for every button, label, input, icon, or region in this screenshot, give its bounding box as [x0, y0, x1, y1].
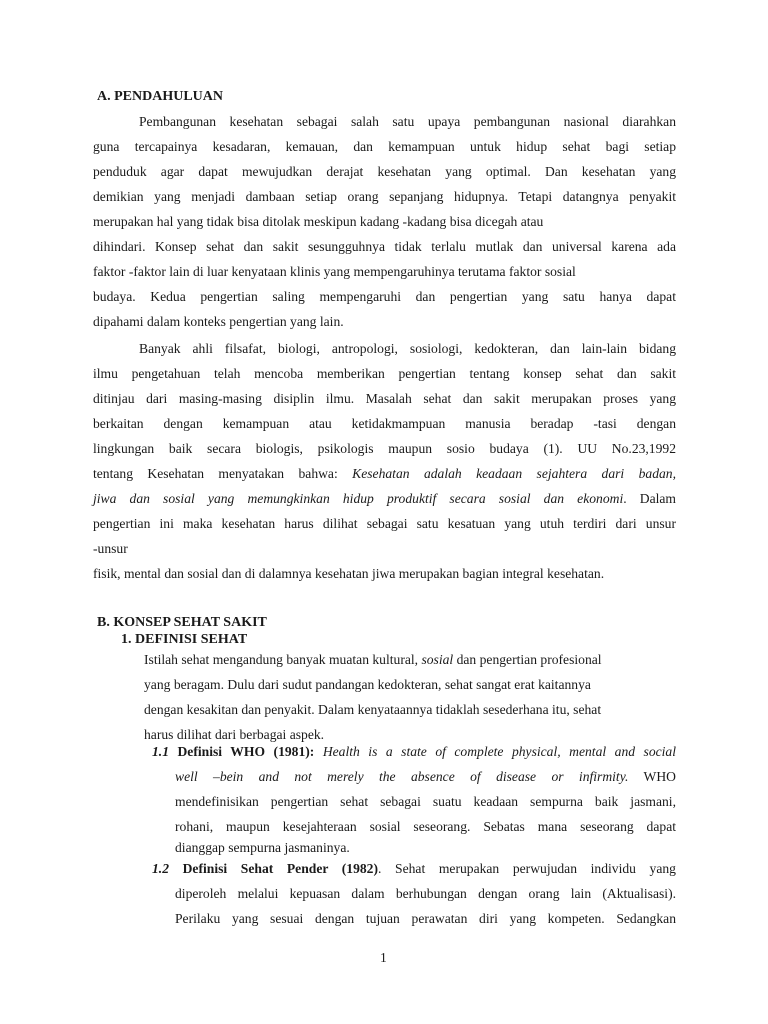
p1-line-9: dipahami dalam konteks pengertian yang lain.	[93, 314, 344, 329]
p2-line-7-text: . Dalam	[623, 491, 676, 506]
def-1-1-line-5: dianggap sempurna jasmaninya.	[175, 840, 350, 855]
intro-line-4: harus dilihat dari berbagai aspek.	[144, 727, 325, 742]
section-a-heading: A. PENDAHULUAN	[97, 89, 223, 104]
law-quote-start: Kesehatan adalah keadaan sejahtera dari badan,	[352, 466, 676, 481]
p2-line-1: Banyak ahli filsafat, biologi, antropologi, sosiologi, kedokteran, dan lain-lain bidang	[139, 341, 676, 356]
def-1-1-title: Definisi WHO (1981):	[169, 744, 323, 759]
section-b-heading: B. KONSEP SEHAT SAKIT	[97, 615, 267, 630]
p1-line-6: dihindari. Konsep sehat dan sakit sesungguhnya tidak terlalu mutlak dan universal karena ada	[93, 239, 676, 254]
intro-line-3: dengan kesakitan dan penyakit. Dalam kenyataannya tidaklah sesederhana itu, sehat	[144, 702, 602, 717]
page-number: 1	[380, 950, 387, 965]
intro-line-2: yang beragam. Dulu dari sudut pandangan kedokteran, sehat sangat erat kaitannya	[144, 677, 591, 692]
subsection-1-heading: 1. DEFINISI SEHAT	[121, 632, 248, 647]
def-1-1-line-1	[152, 743, 676, 760]
p2-line-10: fisik, mental dan sosial dan di dalamnya kesehatan jiwa merupakan bagian integral kesehatan.	[93, 566, 605, 581]
p1-line-2: guna tercapainya kesadaran, kemauan, dan kemampuan untuk hidup sehat bagi setiap	[93, 139, 676, 154]
p2-line-7	[93, 490, 676, 507]
def-1-1-number: 1.1	[152, 744, 169, 759]
p2-line-3: ditinjau dari masing-masing disiplin ilmu. Masalah sehat dan sakit merupakan proses yang	[93, 391, 676, 406]
def-1-1-quote-start: Health is a state of complete physical, mental and social	[322, 744, 676, 759]
def-1-1-line-3: mendefinisikan pengertian sehat sebagai suatu keadaan sempurna baik jasmani,	[175, 794, 676, 809]
intro-line-1b: dan pengertian profesional	[453, 652, 602, 667]
def-1-2-line-2: diperoleh melalui kepuasan dalam berhubungan dengan orang lain (Aktualisasi).	[175, 886, 676, 901]
p1-line-8: budaya. Kedua pengertian saling mempengaruhi dan pengertian yang satu hanya dapat	[93, 289, 676, 304]
def-1-1-line-2-text: WHO	[628, 769, 676, 784]
p2-line-5: lingkungan baik secara biologis, psikologis maupun sosio budaya (1). UU No.23,1992	[93, 441, 676, 456]
def-1-2-line-3: Perilaku yang sesuai dengan tujuan perawatan diri yang kompeten. Sedangkan	[175, 911, 676, 926]
law-quote-end: jiwa dan sosial yang memungkinkan hidup produktif secara sosial dan ekonomi	[93, 491, 624, 506]
def-1-2-line-1-text: . Sehat merupakan perwujudan individu yang	[378, 861, 676, 876]
p2-line-9: -unsur	[93, 541, 128, 556]
p1-line-3: penduduk agar dapat mewujudkan derajat kesehatan yang optimal. Dan kesehatan yang	[93, 164, 676, 179]
p2-line-6	[93, 465, 676, 482]
p1-line-1: Pembangunan kesehatan sebagai salah satu upaya pembangunan nasional diarahkan	[139, 114, 676, 129]
p2-line-8: pengertian ini maka kesehatan harus dilihat sebagai satu kesatuan yang utuh terdiri dari unsur	[93, 516, 676, 531]
def-1-2-line-1	[152, 860, 676, 877]
p1-line-4: demikian yang menjadi dambaan setiap orang sepanjang hidupnya. Tetapi datangnya penyakit	[93, 189, 676, 204]
p1-line-7: faktor -faktor lain di luar kenyataan klinis yang mempengaruhinya terutama faktor sosial	[93, 264, 576, 279]
intro-line-1a: Istilah sehat mengandung banyak muatan kultural,	[144, 652, 422, 667]
def-1-2-number: 1.2	[152, 861, 169, 876]
p1-line-5: merupakan hal yang tidak bisa ditolak meskipun kadang -kadang bisa dicegah atau	[93, 214, 544, 229]
def-1-1-line-4: rohani, maupun kesejahteraan sosial seseorang. Sebatas mana seseorang dapat	[175, 819, 676, 834]
def-1-1-quote-end: well –bein and not merely the absence of disease or infirmity.	[175, 769, 629, 784]
p2-line-6-text: tentang Kesehatan menyatakan bahwa:	[93, 466, 353, 481]
intro-italic-word: sosial	[421, 652, 454, 667]
intro-line-1	[144, 651, 602, 668]
p2-line-2: ilmu pengetahuan telah mencoba memberikan pengertian tentang konsep sehat dan sakit	[93, 366, 676, 381]
p2-line-4: berkaitan dengan kemampuan atau ketidakmampuan manusia beradap -tasi dengan	[93, 416, 676, 431]
def-1-1-line-2	[175, 768, 676, 785]
def-1-2-title: Definisi Sehat Pender (1982)	[169, 861, 379, 876]
